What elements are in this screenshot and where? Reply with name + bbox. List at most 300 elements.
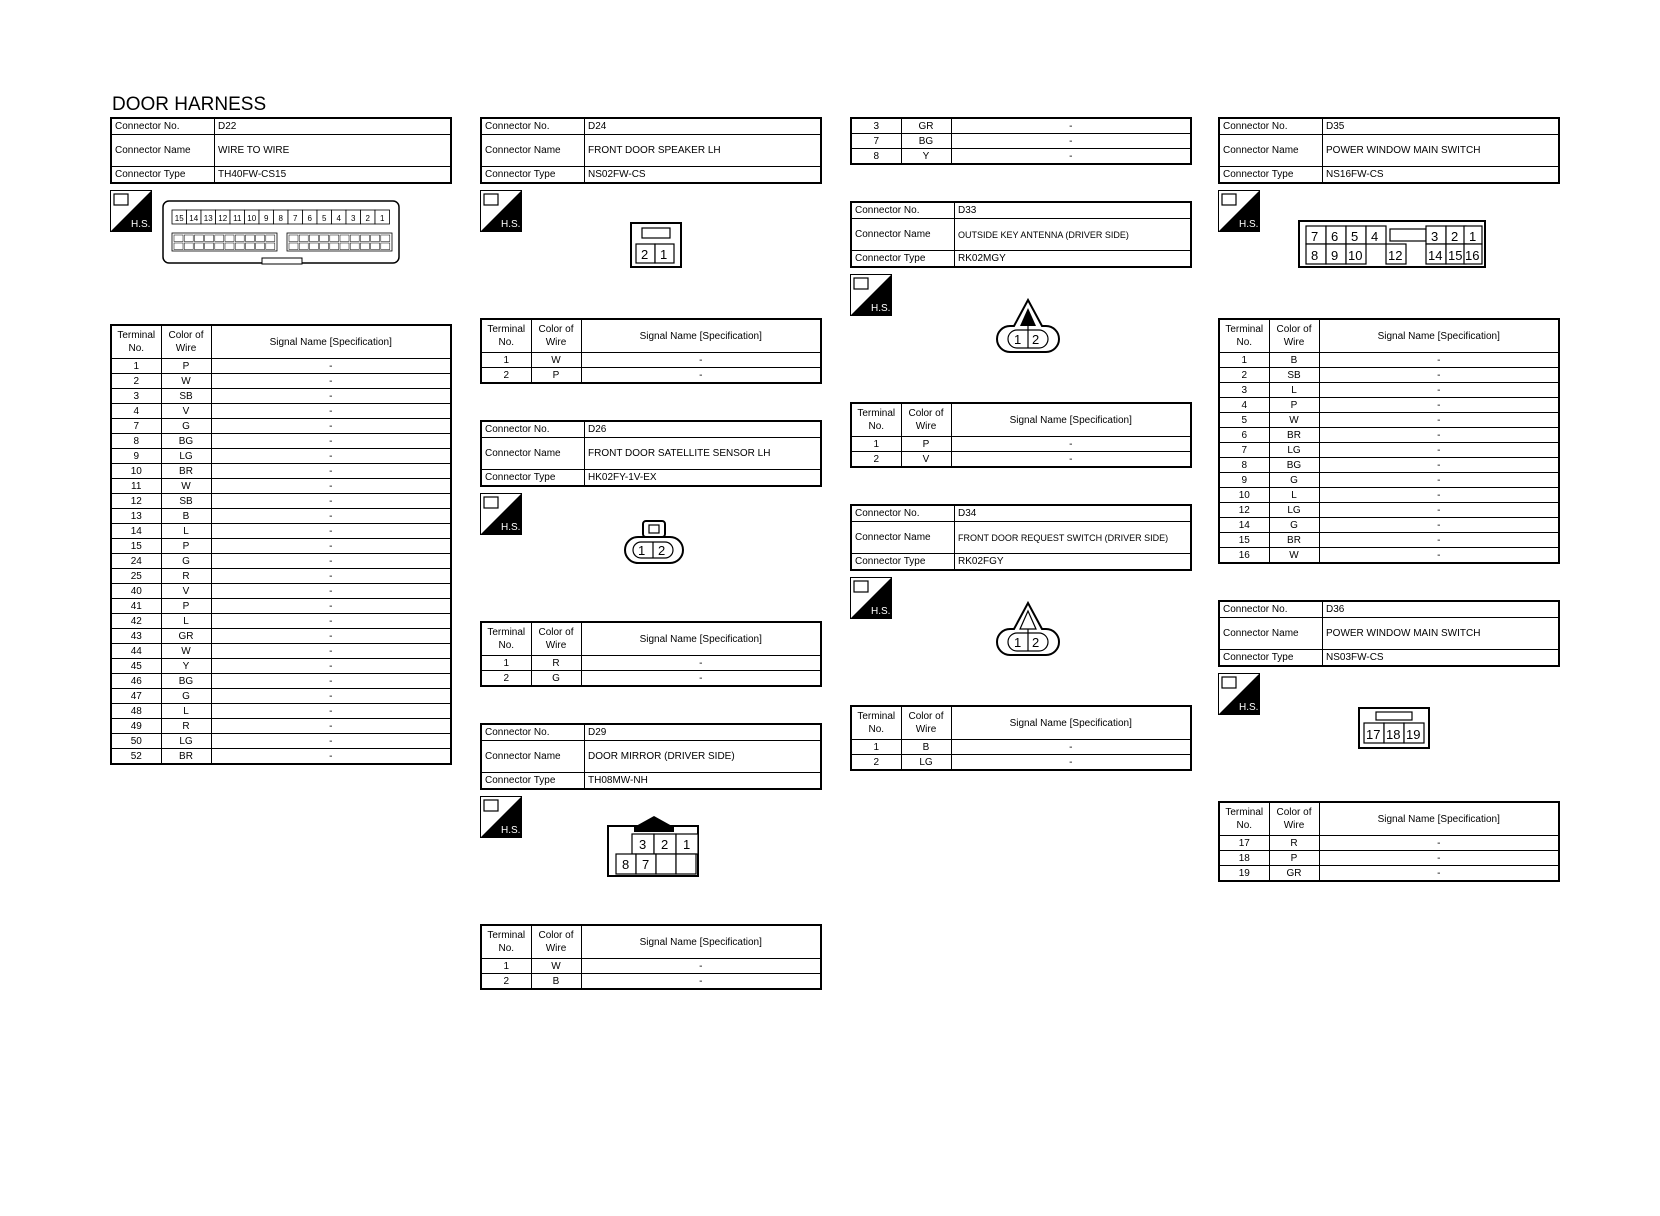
color-cell: G — [1269, 518, 1319, 533]
d35-connector-face — [1298, 220, 1488, 270]
table-row — [111, 374, 451, 389]
label-connector-name: Connector Name — [1219, 618, 1323, 650]
d22-small-pin-cell — [194, 235, 203, 242]
signal-cell: - — [1319, 503, 1559, 518]
table-row — [111, 449, 451, 464]
signal-cell: - — [951, 755, 1191, 771]
terminal-cell: 15 — [1219, 533, 1269, 548]
table-row — [111, 674, 451, 689]
d22-pin-label: 2 — [365, 214, 370, 223]
signal-cell: - — [1319, 458, 1559, 473]
d26-diagram-area — [480, 487, 822, 621]
terminal-cell: 11 — [111, 479, 161, 494]
d33-connector-no: D33 — [955, 202, 1192, 219]
d33-pin-label: 2 — [1032, 332, 1040, 347]
d22-pin-label: 12 — [218, 214, 228, 223]
d29-info-table — [480, 723, 822, 790]
d22-small-pin-cell — [266, 235, 275, 242]
signal-cell: - — [1319, 851, 1559, 866]
terminal-cell: 15 — [111, 539, 161, 554]
d34-connector-type: RK02FGY — [955, 554, 1192, 571]
d36-pin-label: 19 — [1406, 727, 1421, 742]
color-cell: W — [1269, 548, 1319, 564]
signal-cell: - — [1319, 488, 1559, 503]
terminal-cell: 19 — [1219, 866, 1269, 882]
table-row — [111, 539, 451, 554]
d36-connector-no: D36 — [1323, 601, 1560, 618]
terminal-cell: 2 — [851, 755, 901, 771]
label-connector-type: Connector Type — [851, 554, 955, 571]
d22-small-pin-cell — [245, 235, 254, 242]
d35-pin-label: 9 — [1331, 248, 1339, 263]
terminal-cell: 4 — [1219, 398, 1269, 413]
d22-small-pin-cell — [289, 243, 298, 250]
d29-pin-label: 8 — [622, 857, 630, 872]
th-terminal-no: Terminal No. — [851, 706, 901, 740]
d22-small-pin-cell — [350, 243, 359, 250]
column-2 — [480, 117, 822, 990]
color-cell: SB — [161, 494, 211, 509]
hs-icon — [480, 190, 522, 232]
signal-cell: - — [951, 437, 1191, 452]
d22-pin-label: 15 — [174, 214, 184, 223]
d35-pin-label: 12 — [1388, 248, 1403, 263]
signal-cell: - — [581, 353, 821, 368]
th-terminal-no: Terminal No. — [1219, 319, 1269, 353]
color-cell: R — [1269, 836, 1319, 851]
d22-small-pin-cell — [381, 235, 390, 242]
th-signal-name: Signal Name [Specification] — [951, 706, 1191, 740]
signal-cell: - — [211, 674, 451, 689]
label-connector-no: Connector No. — [111, 118, 215, 135]
th-signal-name: Signal Name [Specification] — [1319, 802, 1559, 836]
table-row — [111, 629, 451, 644]
color-cell: P — [1269, 398, 1319, 413]
d22-pin-label: 13 — [203, 214, 213, 223]
d35-pin-label: 16 — [1465, 248, 1480, 263]
d34-info-table — [850, 504, 1192, 571]
d29-cont-pin-table — [850, 117, 1192, 165]
color-cell: BR — [1269, 428, 1319, 443]
terminal-cell: 1 — [1219, 353, 1269, 368]
d22-small-pin-cell — [184, 235, 193, 242]
th-color-of-wire: Color of Wire — [531, 319, 581, 353]
table-row — [1219, 383, 1559, 398]
d22-connector-svg — [162, 200, 402, 266]
label-connector-no: Connector No. — [481, 724, 585, 741]
d35-pin-label: 5 — [1351, 229, 1359, 244]
d22-pin-label: 11 — [233, 214, 242, 223]
signal-cell: - — [211, 599, 451, 614]
label-connector-no: Connector No. — [1219, 601, 1323, 618]
d29-connector-face — [606, 814, 702, 880]
d22-pin-label: 14 — [189, 214, 199, 223]
signal-cell: - — [211, 659, 451, 674]
d34-pin-label: 1 — [1014, 635, 1022, 650]
signal-cell: - — [211, 524, 451, 539]
th-terminal-no: Terminal No. — [111, 325, 161, 359]
signal-cell: - — [211, 434, 451, 449]
d35-pin-label: 14 — [1428, 248, 1443, 263]
d24-pin-table — [480, 318, 822, 384]
d33-connector-face — [996, 298, 1060, 358]
d35-pin-label: 7 — [1311, 229, 1319, 244]
hs-label: H.S. — [1239, 702, 1259, 713]
color-cell: Y — [161, 659, 211, 674]
terminal-cell: 3 — [851, 118, 901, 134]
d29-diagram-area — [480, 790, 822, 924]
terminal-cell: 17 — [1219, 836, 1269, 851]
color-cell: BG — [1269, 458, 1319, 473]
d26-connector-no: D26 — [585, 421, 822, 438]
th-color-of-wire: Color of Wire — [531, 622, 581, 656]
d36-diagram-area — [1218, 667, 1560, 801]
signal-cell: - — [1319, 428, 1559, 443]
signal-cell: - — [211, 554, 451, 569]
color-cell: L — [161, 524, 211, 539]
signal-cell: - — [951, 149, 1191, 165]
color-cell: SB — [161, 389, 211, 404]
d22-small-pin-cell — [205, 243, 214, 250]
terminal-cell: 24 — [111, 554, 161, 569]
label-connector-type: Connector Type — [851, 251, 955, 268]
label-connector-type: Connector Type — [481, 167, 585, 184]
d22-small-pin-cell — [340, 235, 349, 242]
terminal-cell: 7 — [851, 134, 901, 149]
d22-small-pin-cell — [299, 235, 308, 242]
signal-cell: - — [1319, 443, 1559, 458]
d35-pin-label: 8 — [1311, 248, 1319, 263]
color-cell: R — [161, 719, 211, 734]
d22-small-pin-cell — [266, 243, 275, 250]
table-row — [1219, 488, 1559, 503]
d29-connector-name: DOOR MIRROR (DRIVER SIDE) — [585, 741, 822, 773]
table-row — [851, 134, 1191, 149]
d22-small-pin-cell — [215, 235, 224, 242]
color-cell: B — [1269, 353, 1319, 368]
hs-label: H.S. — [501, 219, 521, 230]
hs-icon — [480, 796, 522, 838]
color-cell: V — [161, 584, 211, 599]
th-color-of-wire: Color of Wire — [1269, 802, 1319, 836]
th-color-of-wire: Color of Wire — [1269, 319, 1319, 353]
signal-cell: - — [581, 368, 821, 384]
table-row — [1219, 533, 1559, 548]
terminal-cell: 14 — [1219, 518, 1269, 533]
d22-small-pin-cell — [381, 243, 390, 250]
signal-cell: - — [1319, 473, 1559, 488]
signal-cell: - — [211, 629, 451, 644]
table-row — [1219, 836, 1559, 851]
label-connector-name: Connector Name — [851, 522, 955, 554]
terminal-cell: 1 — [481, 959, 531, 974]
table-row — [1219, 458, 1559, 473]
label-connector-no: Connector No. — [851, 505, 955, 522]
signal-cell: - — [1319, 548, 1559, 564]
label-connector-no: Connector No. — [481, 118, 585, 135]
d22-small-pin-cell — [289, 235, 298, 242]
signal-cell: - — [951, 740, 1191, 755]
d24-connector-no: D24 — [585, 118, 822, 135]
signal-cell: - — [1319, 353, 1559, 368]
color-cell: G — [161, 419, 211, 434]
d33-connector-name: OUTSIDE KEY ANTENNA (DRIVER SIDE) — [955, 219, 1192, 251]
terminal-cell: 7 — [1219, 443, 1269, 458]
color-cell: LG — [1269, 443, 1319, 458]
d22-small-pin-cell — [320, 243, 329, 250]
hs-icon — [850, 274, 892, 316]
signal-cell: - — [1319, 413, 1559, 428]
d35-info-table — [1218, 117, 1560, 184]
hs-icon — [1218, 190, 1260, 232]
color-cell: P — [161, 539, 211, 554]
table-row — [851, 437, 1191, 452]
terminal-cell: 42 — [111, 614, 161, 629]
d24-diagram-area — [480, 184, 822, 318]
column-4 — [1218, 117, 1560, 882]
d22-small-pin-cell — [235, 243, 244, 250]
terminal-cell: 48 — [111, 704, 161, 719]
terminal-cell: 3 — [1219, 383, 1269, 398]
table-row — [1219, 548, 1559, 564]
signal-cell: - — [211, 614, 451, 629]
color-cell: B — [531, 974, 581, 990]
signal-cell: - — [1319, 533, 1559, 548]
d22-pin-label: 7 — [293, 214, 298, 223]
d35-pin-label: 2 — [1451, 229, 1459, 244]
label-connector-type: Connector Type — [481, 470, 585, 487]
color-cell: V — [901, 452, 951, 468]
color-cell: L — [161, 614, 211, 629]
d34-connector-no: D34 — [955, 505, 1192, 522]
table-row — [111, 599, 451, 614]
th-terminal-no: Terminal No. — [481, 925, 531, 959]
d24-info-table — [480, 117, 822, 184]
d22-pin-label: 10 — [247, 214, 257, 223]
hs-label: H.S. — [1239, 219, 1259, 230]
d22-small-pin-cell — [225, 235, 234, 242]
color-cell: W — [161, 479, 211, 494]
color-cell: G — [161, 689, 211, 704]
table-row — [1219, 866, 1559, 882]
terminal-cell: 13 — [111, 509, 161, 524]
d22-small-pin-cell — [225, 243, 234, 250]
signal-cell: - — [1319, 383, 1559, 398]
color-cell: GR — [161, 629, 211, 644]
d33-diagram-area — [850, 268, 1192, 402]
d26-info-table — [480, 420, 822, 487]
signal-cell: - — [1319, 518, 1559, 533]
label-connector-type: Connector Type — [1219, 650, 1323, 667]
table-row — [111, 509, 451, 524]
d33-connector-type: RK02MGY — [955, 251, 1192, 268]
d29-pin-label: 1 — [683, 837, 691, 852]
d22-small-pin-cell — [235, 235, 244, 242]
d29-connector-type: TH08MW-NH — [585, 773, 822, 790]
th-signal-name: Signal Name [Specification] — [211, 325, 451, 359]
d22-small-pin-cell — [256, 235, 265, 242]
hs-icon — [1218, 673, 1260, 715]
color-cell: W — [161, 374, 211, 389]
terminal-cell: 9 — [1219, 473, 1269, 488]
d24-pin-label: 1 — [660, 247, 668, 262]
d22-pin-label: 1 — [380, 214, 385, 223]
signal-cell: - — [211, 704, 451, 719]
d29-pin-table — [480, 924, 822, 990]
d22-small-pin-cell — [215, 243, 224, 250]
d22-small-pin-cell — [309, 243, 318, 250]
signal-cell: - — [211, 419, 451, 434]
hs-label: H.S. — [501, 522, 521, 533]
color-cell: BG — [161, 434, 211, 449]
signal-cell: - — [211, 389, 451, 404]
terminal-cell: 1 — [111, 359, 161, 374]
d26-connector-type: HK02FY-1V-EX — [585, 470, 822, 487]
terminal-cell: 49 — [111, 719, 161, 734]
hs-label: H.S. — [871, 606, 891, 617]
d26-pin-label: 2 — [658, 543, 666, 558]
d29-pin-label: 3 — [639, 837, 647, 852]
table-row — [111, 554, 451, 569]
signal-cell: - — [211, 404, 451, 419]
terminal-cell: 8 — [851, 149, 901, 165]
signal-cell: - — [1319, 866, 1559, 882]
hs-label: H.S. — [871, 303, 891, 314]
color-cell: LG — [1269, 503, 1319, 518]
table-row — [1219, 503, 1559, 518]
d22-small-pin-cell — [174, 235, 183, 242]
hs-label: H.S. — [131, 219, 151, 230]
d22-info-table — [110, 117, 452, 184]
table-row — [1219, 518, 1559, 533]
d34-connector-face — [996, 601, 1060, 661]
table-row — [111, 734, 451, 749]
terminal-cell: 1 — [851, 437, 901, 452]
color-cell: V — [161, 404, 211, 419]
color-cell: Y — [901, 149, 951, 165]
signal-cell: - — [1319, 398, 1559, 413]
terminal-cell: 41 — [111, 599, 161, 614]
d22-small-pin-cell — [360, 243, 369, 250]
d35-pin-label: 10 — [1348, 248, 1363, 263]
table-row — [851, 452, 1191, 468]
table-row — [111, 404, 451, 419]
d24-connector-face — [630, 222, 684, 270]
terminal-cell: 50 — [111, 734, 161, 749]
d22-small-pin-cell — [205, 235, 214, 242]
table-row — [481, 368, 821, 384]
signal-cell: - — [211, 449, 451, 464]
d24-connector-name: FRONT DOOR SPEAKER LH — [585, 135, 822, 167]
signal-cell: - — [581, 656, 821, 671]
table-row — [111, 614, 451, 629]
color-cell: P — [901, 437, 951, 452]
label-connector-no: Connector No. — [1219, 118, 1323, 135]
label-connector-name: Connector Name — [481, 741, 585, 773]
d22-small-pin-cell — [340, 243, 349, 250]
table-row — [1219, 368, 1559, 383]
d29-pin-label: 2 — [661, 837, 669, 852]
color-cell: W — [1269, 413, 1319, 428]
d26-connector-name: FRONT DOOR SATELLITE SENSOR LH — [585, 438, 822, 470]
color-cell: B — [901, 740, 951, 755]
table-row — [111, 749, 451, 765]
color-cell: SB — [1269, 368, 1319, 383]
label-connector-name: Connector Name — [851, 219, 955, 251]
table-row — [481, 671, 821, 687]
signal-cell: - — [211, 719, 451, 734]
d34-diagram-area — [850, 571, 1192, 705]
th-terminal-no: Terminal No. — [851, 403, 901, 437]
table-row — [1219, 443, 1559, 458]
d22-small-pin-cell — [371, 243, 380, 250]
d22-small-pin-cell — [245, 243, 254, 250]
d22-small-pin-cell — [350, 235, 359, 242]
signal-cell: - — [211, 359, 451, 374]
color-cell: L — [1269, 488, 1319, 503]
terminal-cell: 7 — [111, 419, 161, 434]
d35-pin-table — [1218, 318, 1560, 564]
terminal-cell: 2 — [481, 368, 531, 384]
table-row — [1219, 398, 1559, 413]
color-cell: LG — [901, 755, 951, 771]
color-cell: G — [531, 671, 581, 687]
label-connector-type: Connector Type — [1219, 167, 1323, 184]
terminal-cell: 2 — [481, 974, 531, 990]
d22-small-pin-cell — [256, 243, 265, 250]
color-cell: GR — [901, 118, 951, 134]
d22-small-pin-cell — [330, 243, 339, 250]
label-connector-name: Connector Name — [481, 135, 585, 167]
color-cell: P — [161, 359, 211, 374]
terminal-cell: 4 — [111, 404, 161, 419]
d36-pin-label: 18 — [1386, 727, 1401, 742]
th-signal-name: Signal Name [Specification] — [581, 925, 821, 959]
signal-cell: - — [951, 452, 1191, 468]
signal-cell: - — [951, 134, 1191, 149]
signal-cell: - — [951, 118, 1191, 134]
th-signal-name: Signal Name [Specification] — [581, 622, 821, 656]
hs-label: H.S. — [501, 825, 521, 836]
d22-small-pin-cell — [299, 243, 308, 250]
d35-connector-no: D35 — [1323, 118, 1560, 135]
th-color-of-wire: Color of Wire — [531, 925, 581, 959]
table-row — [851, 755, 1191, 771]
table-row — [111, 389, 451, 404]
d36-pin-label: 17 — [1366, 727, 1381, 742]
d22-small-pin-cell — [184, 243, 193, 250]
d24-pin-label: 2 — [641, 247, 649, 262]
terminal-cell: 25 — [111, 569, 161, 584]
d35-diagram-area — [1218, 184, 1560, 318]
d26-pin-table — [480, 621, 822, 687]
label-connector-no: Connector No. — [481, 421, 585, 438]
d22-small-pin-cell — [371, 235, 380, 242]
hs-icon — [480, 493, 522, 535]
table-row — [111, 479, 451, 494]
d33-pin-table — [850, 402, 1192, 468]
color-cell: P — [161, 599, 211, 614]
color-cell: W — [531, 353, 581, 368]
color-cell: L — [1269, 383, 1319, 398]
color-cell: P — [531, 368, 581, 384]
d36-connector-type: NS03FW-CS — [1323, 650, 1560, 667]
terminal-cell: 12 — [111, 494, 161, 509]
d35-pin-label: 15 — [1448, 248, 1463, 263]
d22-connector-name: WIRE TO WIRE — [215, 135, 452, 167]
signal-cell: - — [581, 959, 821, 974]
table-row — [111, 584, 451, 599]
